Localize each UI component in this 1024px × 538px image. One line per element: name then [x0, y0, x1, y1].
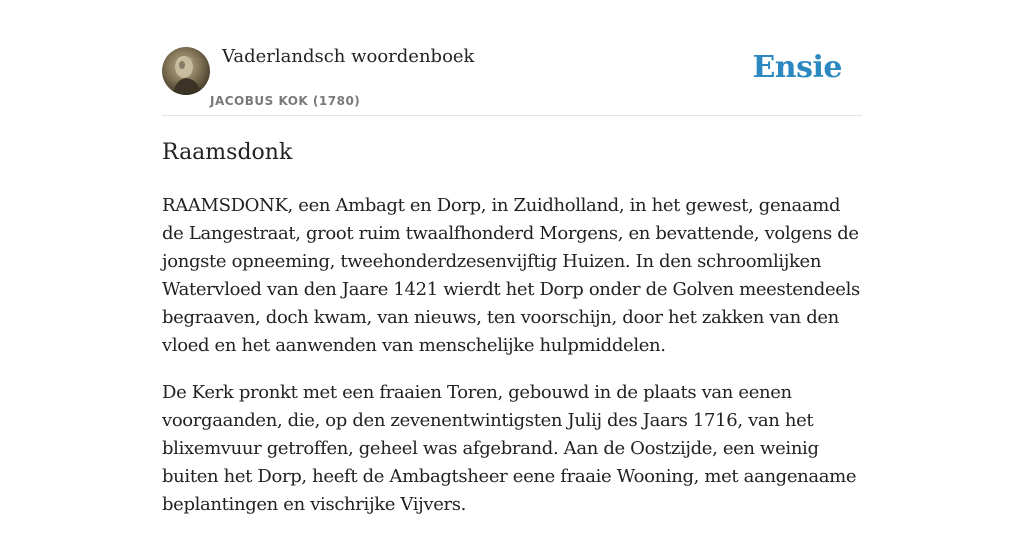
header [162, 0, 862, 116]
portrait-icon [162, 47, 210, 95]
ensie-logo[interactable]: Ensie [752, 50, 842, 85]
entry-paragraph: RAAMSDONK, een Ambagt en Dorp, in Zuidholland, in het gewest, genaamd de Langestraat, groot ruim twaalfhonderd Morgens, en bevattende, volgens de jongste opneeming, tweehonderdzesenvijftig Huizen. In den schroomlijken Watervloed van den Jaare 1421 wierdt het Dorp onder de Golven meestendeels begraaven, doch kwam, van nieuws, ten voorschijn, door het zakken van den vloed en het aanwenden van menschelijke hulpmiddelen. [162, 195, 860, 356]
entry-content [162, 192, 862, 538]
page [162, 0, 862, 515]
author-avatar[interactable] [162, 47, 210, 95]
entry-title: Raamsdonk [162, 140, 293, 165]
author-label[interactable]: JACOBUS KOK (1780) [210, 94, 361, 108]
entry-paragraph: De Kerk pronkt met een fraaien Toren, gebouwd in de plaats van eenen voorgaanden, die, op den zevenentwintigsten Julij des Jaars 1716, van het blixemvuur getroffen, geheel was afgebrand. Aan de Oostzijde, een weinig buiten het Dorp, heeft de Ambagtsheer eene fraaie Wooning, met aangenaame beplantingen en vischrijke Vijvers. [162, 382, 857, 515]
book-title[interactable]: Vaderlandsch woordenboek [222, 46, 475, 67]
